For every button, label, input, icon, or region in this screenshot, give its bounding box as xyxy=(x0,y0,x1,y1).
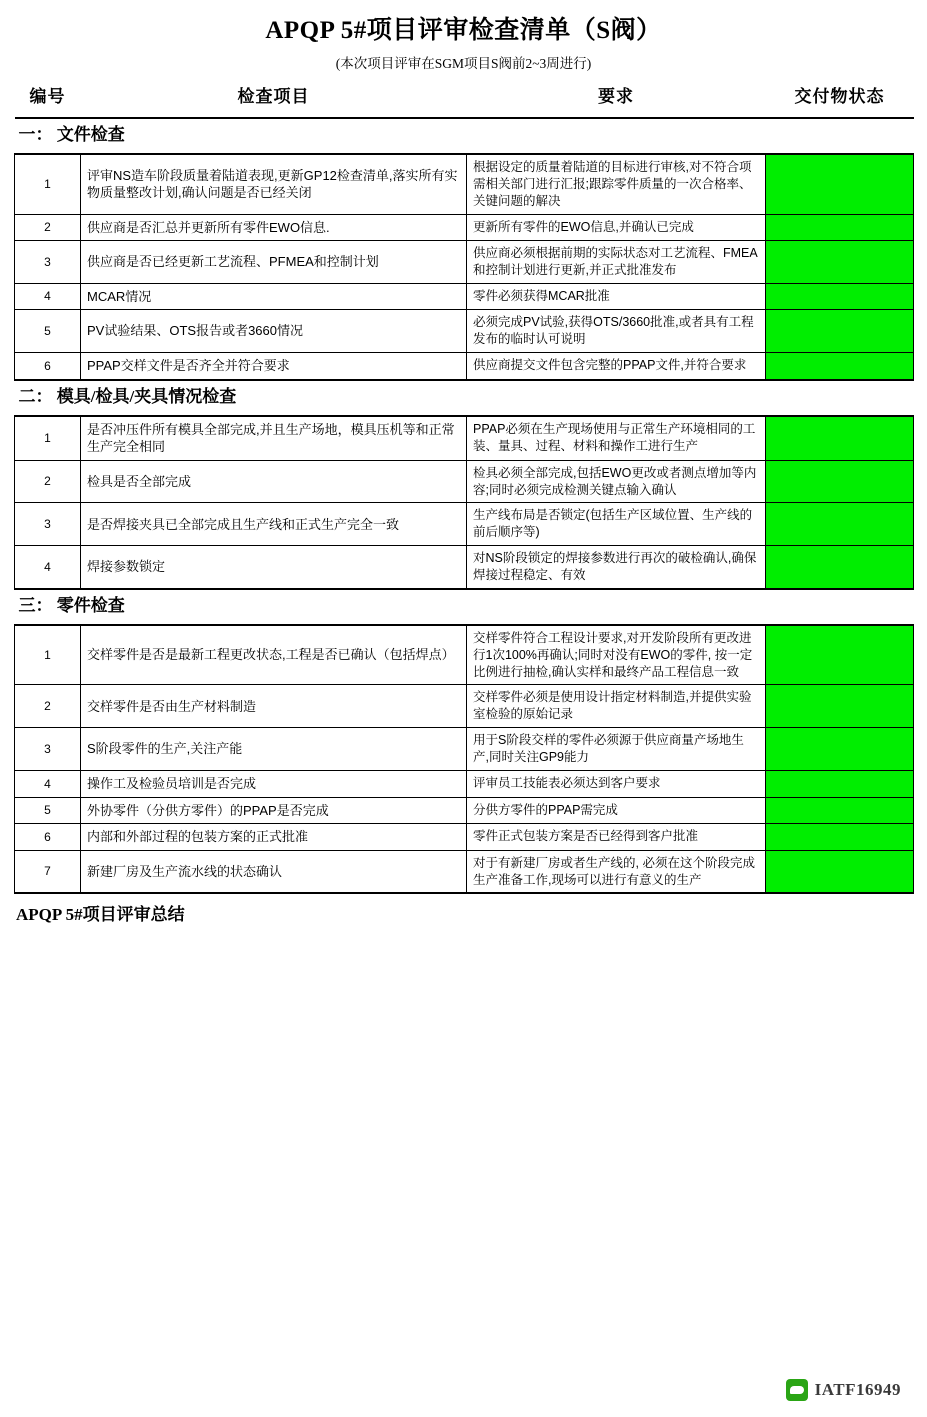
table-row xyxy=(15,353,914,380)
table-row xyxy=(15,503,914,546)
row-requirement: 交样零件必须是使用设计指定材料制造,并提供实验室检验的原始记录 xyxy=(467,685,766,728)
row-requirement: 零件必须获得MCAR批准 xyxy=(467,283,766,310)
row-requirement: 用于S阶段交样的零件必须源于供应商量产场地生产,同时关注GP9能力 xyxy=(467,728,766,771)
row-number: 4 xyxy=(15,770,81,797)
table-row xyxy=(15,460,914,503)
page-title: APQP 5#项目评审检查清单（S阀） xyxy=(265,17,662,44)
row-item: 是否焊接夹具已全部完成且生产线和正式生产完全一致 xyxy=(81,503,467,546)
row-item: MCAR情况 xyxy=(81,283,467,310)
row-number: 1 xyxy=(15,625,81,685)
table-row xyxy=(15,770,914,797)
table-row xyxy=(15,416,914,461)
table-row xyxy=(15,546,914,589)
row-item: 评审NS造车阶段质量着陆道表现,更新GP12检查清单,落实所有实物质量整改计划,确认问题是否已经关闭 xyxy=(81,154,467,214)
summary-title: APQP 5#项目评审总结 xyxy=(16,905,185,925)
row-requirement: 供应商提交文件包含完整的PPAP文件,并符合要求 xyxy=(467,353,766,380)
watermark xyxy=(786,1379,901,1401)
row-status-cell xyxy=(766,353,914,380)
watermark-text: IATF16949 xyxy=(814,1380,901,1399)
row-number: 2 xyxy=(15,460,81,503)
column-header-item: 检查项目 xyxy=(81,80,467,118)
row-status-cell xyxy=(766,797,914,824)
page-subtitle: (本次项目评审在SGM项目S阀前2~3周进行) xyxy=(335,56,592,71)
table-row xyxy=(15,310,914,353)
row-requirement: 必须完成PV试验,获得OTS/3660批准,或者具有工程发布的临时认可说明 xyxy=(467,310,766,353)
table-row xyxy=(15,241,914,284)
row-status-cell xyxy=(766,154,914,214)
row-item: 检具是否全部完成 xyxy=(81,460,467,503)
row-status-cell xyxy=(766,503,914,546)
row-status-cell xyxy=(766,728,914,771)
row-requirement: 分供方零件的PPAP需完成 xyxy=(467,797,766,824)
row-item: 外协零件（分供方零件）的PPAP是否完成 xyxy=(81,797,467,824)
row-status-cell xyxy=(766,546,914,589)
row-status-cell xyxy=(766,625,914,685)
row-requirement: 评审员工技能表必须达到客户要求 xyxy=(467,770,766,797)
row-status-cell xyxy=(766,460,914,503)
table-row xyxy=(15,728,914,771)
row-item: 是否冲压件所有模具全部完成,并且生产场地，模具压机等和正常生产完全相同 xyxy=(81,416,467,461)
row-number: 1 xyxy=(15,154,81,214)
row-number: 3 xyxy=(15,728,81,771)
row-status-cell xyxy=(766,241,914,284)
section-title: 一： 文件检查 xyxy=(15,118,914,154)
row-status-cell xyxy=(766,214,914,241)
table-row xyxy=(15,214,914,241)
row-item: 供应商是否已经更新工艺流程、PFMEA和控制计划 xyxy=(81,241,467,284)
table-row xyxy=(15,824,914,851)
row-number: 1 xyxy=(15,416,81,461)
table-row xyxy=(15,625,914,685)
section-title: 三： 零件检查 xyxy=(15,589,914,625)
section-title: 二： 模具/检具/夹具情况检查 xyxy=(15,380,914,416)
row-item: 操作工及检验员培训是否完成 xyxy=(81,770,467,797)
row-number: 5 xyxy=(15,310,81,353)
section-header xyxy=(15,380,914,416)
row-status-cell xyxy=(766,685,914,728)
row-item: 交样零件是否是最新工程更改状态,工程是否已确认（包括焊点） xyxy=(81,625,467,685)
row-item: 供应商是否汇总并更新所有零件EWO信息. xyxy=(81,214,467,241)
table-row xyxy=(15,850,914,893)
row-number: 2 xyxy=(15,214,81,241)
checklist-table xyxy=(14,80,914,894)
row-status-cell xyxy=(766,850,914,893)
row-item: 内部和外部过程的包装方案的正式批准 xyxy=(81,824,467,851)
row-requirement: 交样零件符合工程设计要求,对开发阶段所有更改进行1次100%再确认;同时对没有EWO的零件, 按一定比例进行抽检,确认实样和最终产品工程信息一致 xyxy=(467,625,766,685)
row-item: 焊接参数锁定 xyxy=(81,546,467,589)
row-status-cell xyxy=(766,283,914,310)
table-row xyxy=(15,283,914,310)
row-status-cell xyxy=(766,770,914,797)
row-number: 2 xyxy=(15,685,81,728)
row-number: 3 xyxy=(15,503,81,546)
section-header xyxy=(15,118,914,154)
table-header-row xyxy=(15,80,914,118)
row-number: 4 xyxy=(15,546,81,589)
row-requirement: 零件正式包装方案是否已经得到客户批准 xyxy=(467,824,766,851)
row-number: 6 xyxy=(15,353,81,380)
column-header-no: 编号 xyxy=(15,80,81,118)
row-requirement: 根据设定的质量着陆道的目标进行审核,对不符合项需相关部门进行汇报;跟踪零件质量的一次合格率、关键问题的解决 xyxy=(467,154,766,214)
row-number: 4 xyxy=(15,283,81,310)
summary-blank-area xyxy=(14,925,913,1095)
row-item: 交样零件是否由生产材料制造 xyxy=(81,685,467,728)
row-item: S阶段零件的生产,关注产能 xyxy=(81,728,467,771)
row-number: 3 xyxy=(15,241,81,284)
row-requirement: 生产线布局是否锁定(包括生产区域位置、生产线的前后顺序等) xyxy=(467,503,766,546)
row-number: 7 xyxy=(15,850,81,893)
row-number: 5 xyxy=(15,797,81,824)
table-row xyxy=(15,154,914,214)
column-header-status: 交付物状态 xyxy=(766,80,914,118)
table-row xyxy=(15,685,914,728)
row-requirement: 供应商必须根据前期的实际状态对工艺流程、FMEA和控制计划进行更新,并正式批准发布 xyxy=(467,241,766,284)
row-status-cell xyxy=(766,824,914,851)
row-requirement: 检具必须全部完成,包括EWO更改或者测点增加等内容;同时必须完成检测关键点输入确认 xyxy=(467,460,766,503)
row-requirement: PPAP必须在生产现场使用与正常生产环境相同的工装、量具、过程、材料和操作工进行生产 xyxy=(467,416,766,461)
wechat-icon xyxy=(786,1379,808,1401)
row-item: PPAP交样文件是否齐全并符合要求 xyxy=(81,353,467,380)
row-item: PV试验结果、OTS报告或者3660情况 xyxy=(81,310,467,353)
row-number: 6 xyxy=(15,824,81,851)
column-header-requirement: 要求 xyxy=(467,80,766,118)
row-requirement: 对NS阶段锁定的焊接参数进行再次的破检确认,确保焊接过程稳定、有效 xyxy=(467,546,766,589)
table-row xyxy=(15,797,914,824)
section-header xyxy=(15,589,914,625)
row-requirement: 对于有新建厂房或者生产线的, 必须在这个阶段完成生产准备工作,现场可以进行有意义的生产 xyxy=(467,850,766,893)
row-item: 新建厂房及生产流水线的状态确认 xyxy=(81,850,467,893)
row-status-cell xyxy=(766,416,914,461)
row-status-cell xyxy=(766,310,914,353)
row-requirement: 更新所有零件的EWO信息,并确认已完成 xyxy=(467,214,766,241)
